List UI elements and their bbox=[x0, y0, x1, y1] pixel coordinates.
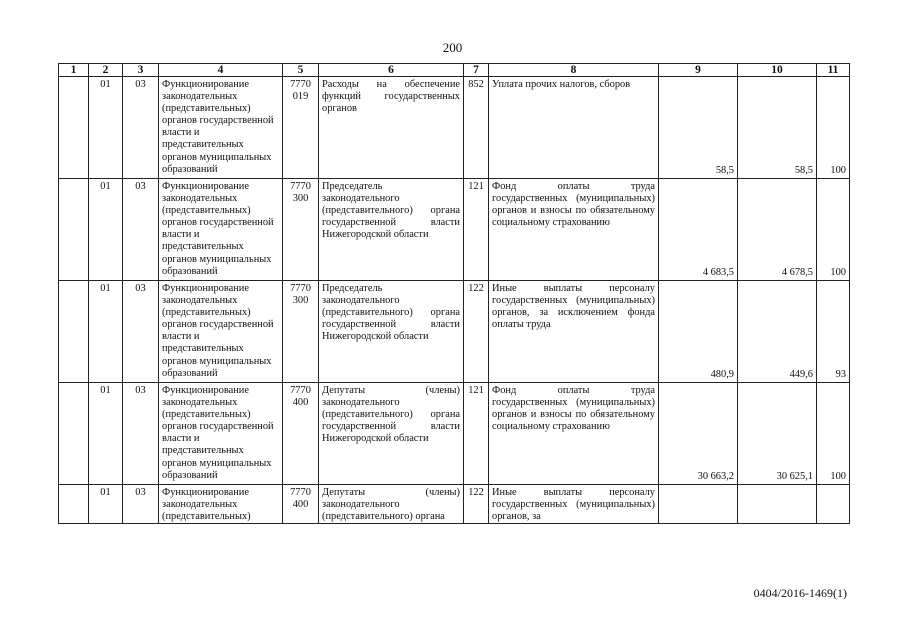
column-header-3: 3 bbox=[123, 64, 159, 77]
cell-subsection: 03 bbox=[123, 179, 159, 281]
cell-target-code bbox=[283, 179, 319, 281]
table-row bbox=[59, 179, 850, 281]
cell-target-code bbox=[283, 281, 319, 383]
cell-percent bbox=[817, 485, 850, 524]
target-code-part2: 019 bbox=[292, 91, 309, 103]
cell-actual-amount bbox=[738, 485, 817, 524]
cell-subsection: 03 bbox=[123, 281, 159, 383]
cell-section: 01 bbox=[89, 383, 123, 485]
cell-function-name: Функционирование законодательных (представительных) органов государственной власти и представительных органов муниципальных образований bbox=[159, 179, 283, 281]
cell-expense-type-name: Иные выплаты персоналу государственных (муниципальных) органов, за bbox=[489, 485, 659, 524]
cell-subsection: 03 bbox=[123, 383, 159, 485]
cell-section: 01 bbox=[89, 281, 123, 383]
cell-expense-name: Председатель законодательного (представительного) органа государственной власти Нижегородской области bbox=[319, 179, 464, 281]
cell-expense-type-code: 122 bbox=[464, 281, 489, 383]
cell-expense-type-code: 121 bbox=[464, 383, 489, 485]
column-header-7: 7 bbox=[464, 64, 489, 77]
target-code-part2: 400 bbox=[292, 499, 309, 511]
page-number: 200 bbox=[442, 40, 463, 55]
cell-percent: 93 bbox=[817, 281, 850, 383]
cell-expense-type-code: 852 bbox=[464, 77, 489, 179]
cell-target-code bbox=[283, 383, 319, 485]
target-code-part2: 300 bbox=[292, 295, 309, 307]
cell-planned-amount: 480,9 bbox=[659, 281, 738, 383]
cell-expense-type-code: 121 bbox=[464, 179, 489, 281]
cell-function-name: Функционирование законодательных (представительных) органов государственной власти и представительных органов муниципальных образований bbox=[159, 77, 283, 179]
cell-function-name: Функционирование законодательных (представительных) органов государственной власти и представительных органов муниципальных образований bbox=[159, 281, 283, 383]
cell-actual-amount: 4 678,5 bbox=[738, 179, 817, 281]
cell-expense-type-name: Уплата прочих налогов, сборов bbox=[489, 77, 659, 179]
cell-actual-amount: 449,6 bbox=[738, 281, 817, 383]
cell-function-name: Функционирование законодательных (представительных) органов государственной власти и представительных органов муниципальных образований bbox=[159, 383, 283, 485]
cell-col1 bbox=[59, 383, 89, 485]
document-id: 0404/2016-1469(1) bbox=[753, 586, 847, 600]
column-header-4: 4 bbox=[159, 64, 283, 77]
target-code-part2: 300 bbox=[292, 193, 309, 205]
column-header-8: 8 bbox=[489, 64, 659, 77]
column-header-6: 6 bbox=[319, 64, 464, 77]
cell-percent: 100 bbox=[817, 77, 850, 179]
cell-expense-name: Расходы на обеспечение функций государственных органов bbox=[319, 77, 464, 179]
cell-actual-amount: 30 625,1 bbox=[738, 383, 817, 485]
cell-col1 bbox=[59, 77, 89, 179]
cell-target-code bbox=[283, 485, 319, 524]
cell-col1 bbox=[59, 281, 89, 383]
target-code-part1: 7770 bbox=[290, 487, 311, 498]
cell-subsection: 03 bbox=[123, 485, 159, 524]
cell-subsection: 03 bbox=[123, 77, 159, 179]
target-code-part1: 7770 bbox=[290, 79, 311, 90]
cell-planned-amount: 4 683,5 bbox=[659, 179, 738, 281]
column-header-1: 1 bbox=[59, 64, 89, 77]
cell-section: 01 bbox=[89, 485, 123, 524]
budget-table bbox=[58, 63, 850, 524]
cell-expense-type-name: Фонд оплаты труда государственных (муниципальных) органов и взносы по обязательному социальному страхованию bbox=[489, 383, 659, 485]
target-code-part1: 7770 bbox=[290, 283, 311, 294]
cell-expense-type-name: Фонд оплаты труда государственных (муниципальных) органов и взносы по обязательному социальному страхованию bbox=[489, 179, 659, 281]
cell-percent: 100 bbox=[817, 179, 850, 281]
cell-planned-amount: 58,5 bbox=[659, 77, 738, 179]
cell-section: 01 bbox=[89, 77, 123, 179]
cell-function-name: Функционирование законодательных (представительных) bbox=[159, 485, 283, 524]
column-header-10: 10 bbox=[738, 64, 817, 77]
cell-col1 bbox=[59, 485, 89, 524]
cell-planned-amount: 30 663,2 bbox=[659, 383, 738, 485]
column-header-5: 5 bbox=[283, 64, 319, 77]
cell-expense-type-code: 122 bbox=[464, 485, 489, 524]
cell-expense-name: Депутаты (члены) законодательного (представительного) органа государственной власти Нижегородской области bbox=[319, 383, 464, 485]
cell-planned-amount bbox=[659, 485, 738, 524]
cell-expense-type-name: Иные выплаты персоналу государственных (муниципальных) органов, за исключением фонда оплаты труда bbox=[489, 281, 659, 383]
table-row bbox=[59, 383, 850, 485]
target-code-part2: 400 bbox=[292, 397, 309, 409]
header-row bbox=[59, 64, 850, 77]
cell-target-code bbox=[283, 77, 319, 179]
cell-actual-amount: 58,5 bbox=[738, 77, 817, 179]
target-code-part1: 7770 bbox=[290, 385, 311, 396]
cell-expense-name: Депутаты (члены) законодательного (представительного) органа bbox=[319, 485, 464, 524]
cell-expense-name: Председатель законодательного (представительного) органа государственной власти Нижегородской области bbox=[319, 281, 464, 383]
column-header-2: 2 bbox=[89, 64, 123, 77]
table-row bbox=[59, 281, 850, 383]
cell-col1 bbox=[59, 179, 89, 281]
column-header-9: 9 bbox=[659, 64, 738, 77]
cell-percent: 100 bbox=[817, 383, 850, 485]
target-code-part1: 7770 bbox=[290, 181, 311, 192]
table-row bbox=[59, 77, 850, 179]
table-row bbox=[59, 485, 850, 524]
column-header-11: 11 bbox=[817, 64, 850, 77]
cell-section: 01 bbox=[89, 179, 123, 281]
